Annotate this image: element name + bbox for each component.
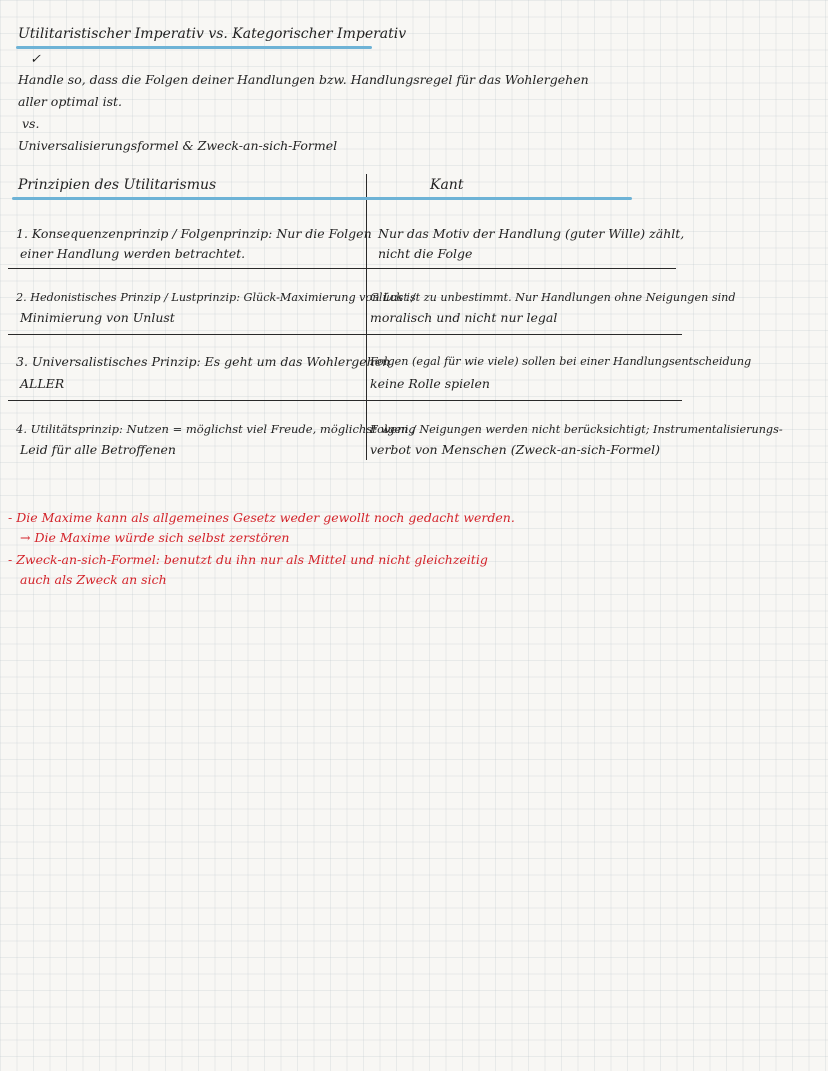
intro-line-3: Universalisierungsformel & Zweck-an-sich-Formel [18,138,338,153]
check-mark-icon: ✓ [30,52,41,67]
note-line-1: - Die Maxime kann als allgemeines Gesetz weder gewollt noch gedacht werden. [8,510,515,525]
table-row-2-left-line-1: 2. Hedonistisches Prinzip / Lustprinzip: Glück-Maximierung von Lust / [16,291,416,304]
title-underline [16,46,372,49]
intro-vs: vs. [22,116,40,131]
table-header-left: Prinzipien des Utilitarismus [18,177,217,193]
table-header-underline [12,197,632,200]
table-row-1-right-line-2: nicht die Folge [378,246,473,261]
page-title: Utilitaristischer Imperativ vs. Kategorischer Imperativ [18,26,407,42]
table-row-3-right-line-1: Folgen (egal für wie viele) sollen bei einer Handlungsentscheidung [370,355,752,368]
note-line-3: - Zweck-an-sich-Formel: benutzt du ihn nur als Mittel und nicht gleichzeitig [8,552,488,567]
table-row-4-right-line-1: Folgen / Neigungen werden nicht berücksichtigt; Instrumentalisierungs- [370,423,783,436]
table-row-divider-2 [8,334,682,335]
table-row-4-right-line-2: verbot von Menschen (Zweck-an-sich-Formel) [370,442,660,457]
table-row-2-left-line-2: Minimierung von Unlust [20,310,175,325]
table-row-3-left-line-2: ALLER [20,376,65,391]
table-header-right: Kant [430,177,464,193]
table-row-4-left-line-1: 4. Utilitätsprinzip: Nutzen = möglichst viel Freude, möglichst wenig [16,422,416,436]
table-row-2-right-line-1: Glück ist zu unbestimmt. Nur Handlungen ohne Neigungen sind [370,291,736,304]
table-row-divider-1 [8,268,676,269]
table-row-4-left-line-2: Leid für alle Betroffenen [20,442,176,457]
table-row-2-right-line-2: moralisch und nicht nur legal [370,310,558,325]
table-row-divider-3 [8,400,682,401]
table-row-3-left-line-1: 3. Universalistisches Prinzip: Es geht um das Wohlergehen [16,354,391,369]
note-line-4: auch als Zweck an sich [20,572,167,587]
table-row-1-left-line-1: 1. Konsequenzenprinzip / Folgenprinzip: Nur die Folgen [16,226,372,241]
table-divider-vertical [366,174,367,460]
intro-line-2: aller optimal ist. [18,94,123,109]
intro-line-1: Handle so, dass die Folgen deiner Handlungen bzw. Handlungsregel für das Wohlergehen [18,72,589,87]
table-row-3-right-line-2: keine Rolle spielen [370,376,490,391]
table-row-1-left-line-2: einer Handlung werden betrachtet. [20,246,246,261]
table-row-1-right-line-1: Nur das Motiv der Handlung (guter Wille) zählt, [378,226,685,241]
note-line-2: → Die Maxime würde sich selbst zerstören [20,530,290,545]
